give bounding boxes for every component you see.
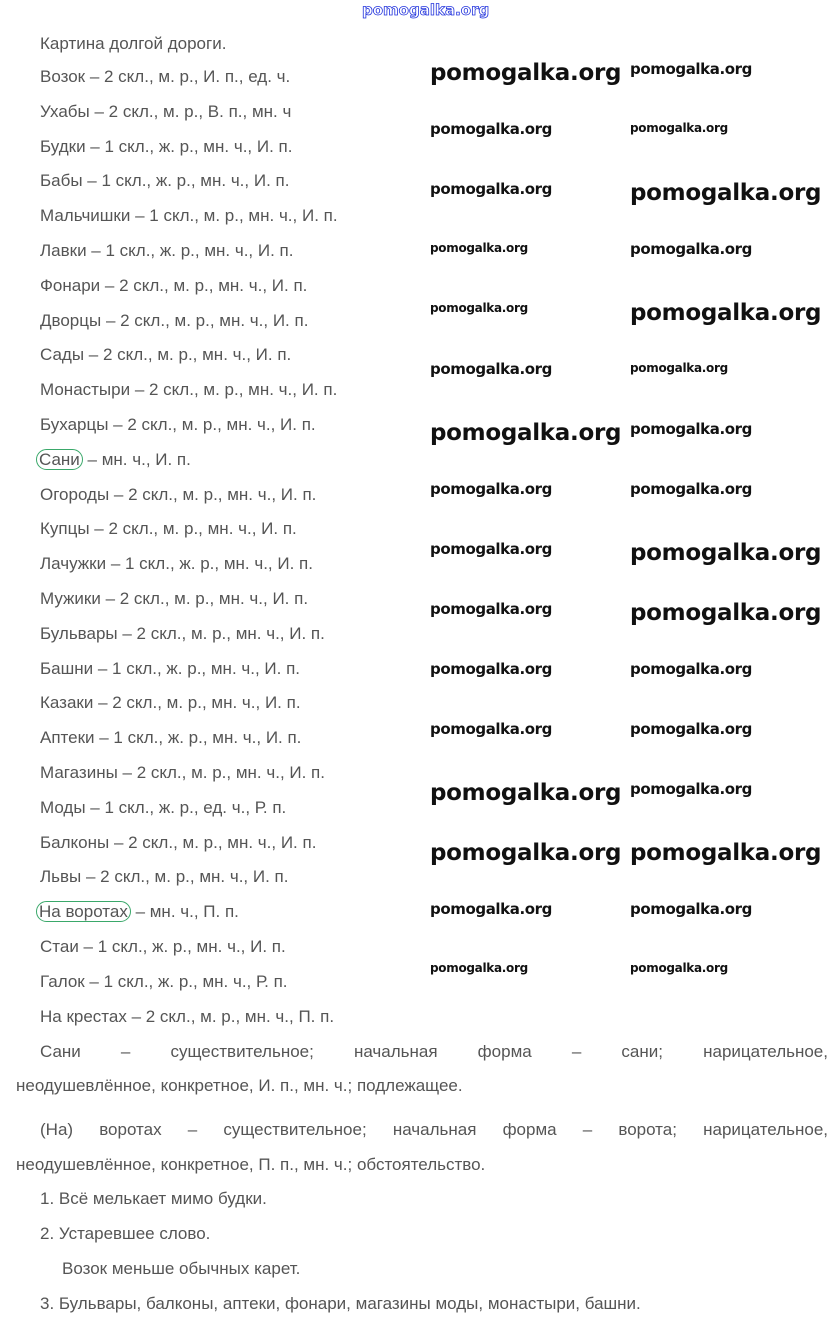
watermark: pomogalka.org	[430, 120, 553, 138]
watermark: pomogalka.org	[630, 300, 822, 326]
word-analysis-line	[40, 275, 307, 297]
watermark: pomogalka.org	[430, 241, 528, 255]
word-analysis-line	[40, 832, 316, 854]
line-text: Львы – 2 скл., м. р., мн. ч., И. п.	[40, 867, 289, 887]
line-text: Дворцы – 2 скл., м. р., мн. ч., И. п.	[40, 310, 309, 330]
line-text: Сады – 2 скл., м. р., мн. ч., И. п.	[40, 345, 292, 365]
word-analysis-line	[40, 936, 286, 958]
answer-2: 2. Устаревшее слово.	[40, 1224, 211, 1243]
answer-3: 3. Бульвары, балконы, аптеки, фонари, магазины моды, монастыри, башни.	[40, 1294, 641, 1313]
answer-2-example: Возок меньше обычных карет.	[62, 1259, 301, 1278]
word-analysis-line	[40, 379, 337, 401]
circled-word: Сани	[36, 449, 83, 470]
word-analysis-line	[40, 971, 288, 993]
line-text: Лачужки – 1 скл., ж. р., мн. ч., И. п.	[40, 554, 313, 574]
watermark: pomogalka.org	[430, 420, 622, 446]
watermark: pomogalka.org	[630, 780, 753, 798]
line-text: Купцы – 2 скл., м. р., мн. ч., И. п.	[40, 519, 297, 539]
line-text: Моды – 1 скл., ж. р., ед. ч., Р. п.	[40, 797, 287, 817]
word-analysis-line	[40, 310, 308, 332]
line-text: – мн. ч., П. п.	[130, 902, 239, 922]
word-analysis-line	[40, 797, 286, 819]
word-analysis-line	[40, 588, 308, 610]
watermark: pomogalka.org	[630, 600, 822, 626]
line-text: Казаки – 2 скл., м. р., мн. ч., И. п.	[40, 693, 301, 713]
line-text: Огороды – 2 скл., м. р., мн. ч., И. п.	[40, 484, 317, 504]
word-analysis-line	[40, 136, 292, 158]
word-analysis-line	[40, 101, 291, 123]
line-text: Бабы – 1 скл., ж. р., мн. ч., И. п.	[40, 171, 290, 191]
analysis-vorotah-line1: (На) воротах – существительное; начальная форма – ворота; нарицательное,	[40, 1120, 828, 1139]
word-analysis-line	[40, 414, 316, 436]
header-watermark: pomogalka.org	[362, 1, 490, 19]
word-analysis-line	[40, 518, 297, 540]
watermark: pomogalka.org	[630, 361, 728, 375]
watermark: pomogalka.org	[430, 60, 622, 86]
word-analysis-line	[40, 727, 301, 749]
watermark: pomogalka.org	[630, 420, 753, 438]
answer-1: 1. Всё мелькает мимо будки.	[40, 1189, 267, 1208]
word-analysis-line	[40, 692, 301, 714]
word-analysis-line	[40, 240, 293, 262]
word-analysis-line	[40, 658, 300, 680]
watermark: pomogalka.org	[630, 240, 753, 258]
word-analysis-line	[40, 553, 313, 575]
watermark: pomogalka.org	[430, 600, 553, 618]
circled-word: На воротах	[36, 901, 131, 922]
line-text: Ухабы – 2 скл., м. р., В. п., мн. ч	[40, 101, 292, 121]
word-analysis-line	[40, 762, 325, 784]
watermark: pomogalka.org	[430, 961, 528, 975]
analysis-sani-line2: неодушевлённое, конкретное, И. п., мн. ч.; подлежащее.	[16, 1076, 463, 1095]
watermark: pomogalka.org	[630, 840, 822, 866]
word-analysis-line	[40, 170, 289, 192]
word-analysis-line	[40, 1006, 334, 1028]
line-text: Галок – 1 скл., ж. р., мн. ч., Р. п.	[40, 971, 288, 991]
watermark: pomogalka.org	[630, 720, 753, 738]
watermark: pomogalka.org	[630, 121, 728, 135]
watermark: pomogalka.org	[630, 660, 753, 678]
line-text: Мальчишки – 1 скл., м. р., мн. ч., И. п.	[40, 206, 338, 226]
word-analysis-line	[40, 205, 338, 227]
watermark: pomogalka.org	[630, 60, 753, 78]
line-text: Магазины – 2 скл., м. р., мн. ч., И. п.	[40, 763, 325, 782]
line-text: Мужики – 2 скл., м. р., мн. ч., И. п.	[40, 589, 309, 608]
watermark: pomogalka.org	[430, 360, 553, 378]
watermark: pomogalka.org	[630, 900, 753, 918]
word-analysis-line	[40, 344, 291, 366]
line-text: Будки – 1 скл., ж. р., мн. ч., И. п.	[40, 136, 293, 156]
watermark: pomogalka.org	[630, 961, 728, 975]
analysis-vorotah-line2: неодушевлённое, конкретное, П. п., мн. ч.; обстоятельство.	[16, 1155, 486, 1174]
line-text: Лавки – 1 скл., ж. р., мн. ч., И. п.	[40, 241, 294, 260]
analysis-sani-line1: Сани – существительное; начальная форма – сани; нарицательное,	[40, 1042, 828, 1061]
watermark: pomogalka.org	[430, 780, 622, 806]
watermark: pomogalka.org	[430, 180, 553, 198]
watermark: pomogalka.org	[630, 540, 822, 566]
line-text: Стаи – 1 скл., ж. р., мн. ч., И. п.	[40, 937, 286, 956]
word-analysis-line	[40, 66, 290, 88]
line-text: Башни – 1 скл., ж. р., мн. ч., И. п.	[40, 658, 301, 678]
title: Картина долгой дороги.	[40, 34, 227, 53]
watermark: pomogalka.org	[630, 180, 822, 206]
watermark: pomogalka.org	[430, 301, 528, 315]
watermark: pomogalka.org	[430, 540, 553, 558]
word-analysis-line	[40, 866, 288, 888]
line-text: Фонари – 2 скл., м. р., мн. ч., И. п.	[40, 275, 308, 295]
watermark: pomogalka.org	[430, 480, 553, 498]
line-text: Балконы – 2 скл., м. р., мн. ч., И. п.	[40, 832, 317, 852]
line-text: Бульвары – 2 скл., м. р., мн. ч., И. п.	[40, 623, 325, 643]
line-text: – мн. ч., И. п.	[82, 449, 191, 469]
watermark: pomogalka.org	[430, 900, 553, 918]
line-text: Бухарцы – 2 скл., м. р., мн. ч., И. п.	[40, 415, 316, 434]
word-analysis-line	[40, 623, 325, 645]
watermark: pomogalka.org	[430, 660, 553, 678]
line-text: На крестах – 2 скл., м. р., мн. ч., П. п.	[40, 1006, 335, 1026]
line-text: Аптеки – 1 скл., ж. р., мн. ч., И. п.	[40, 728, 302, 748]
line-text: Монастыри – 2 скл., м. р., мн. ч., И. п.	[40, 380, 338, 400]
watermark: pomogalka.org	[630, 480, 753, 498]
word-analysis-line	[40, 901, 239, 923]
watermark: pomogalka.org	[430, 720, 553, 738]
word-analysis-line	[40, 449, 191, 471]
line-text: Возок – 2 скл., м. р., И. п., ед. ч.	[40, 67, 291, 86]
watermark: pomogalka.org	[430, 840, 622, 866]
word-analysis-line	[40, 484, 316, 506]
